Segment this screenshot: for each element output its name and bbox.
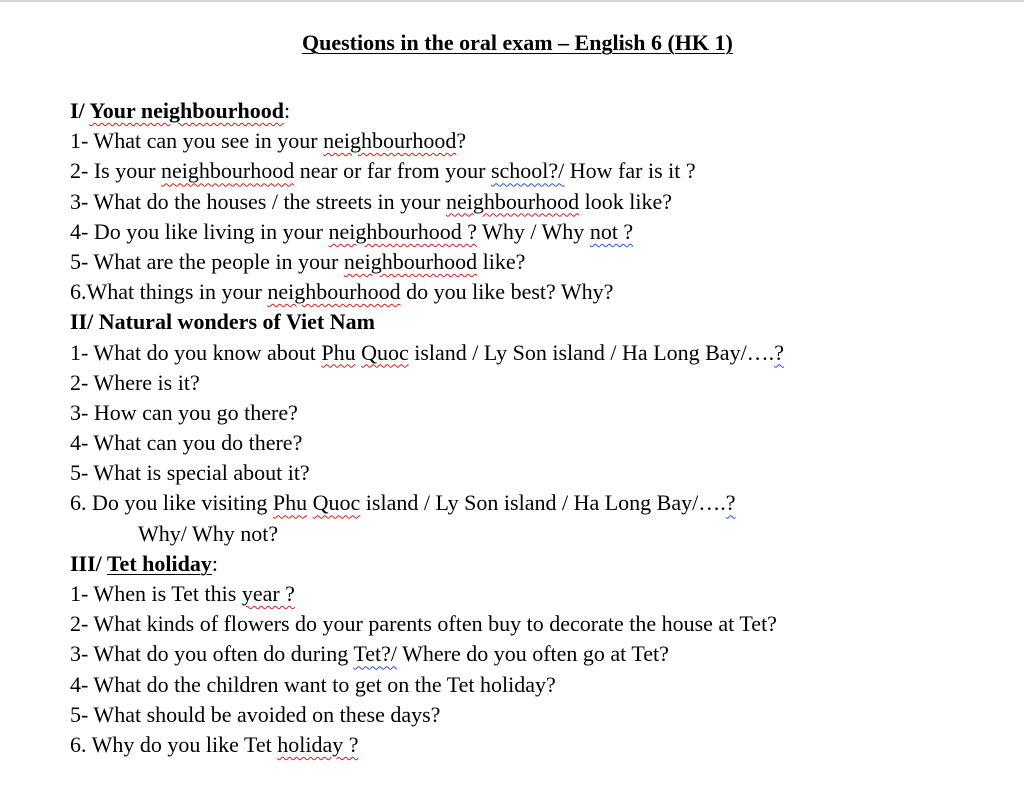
title-row (70, 30, 1010, 60)
spellcheck-word: neighbourhood ? (328, 218, 477, 244)
text-segment: 4- What can you do there? (70, 430, 303, 456)
page-top-border (0, 0, 1024, 2)
grammar-check-word: school?/ (490, 158, 565, 184)
text-segment: look like? (579, 188, 673, 214)
section-number: I/ (70, 98, 90, 123)
text-segment: 1- What do you know about (70, 339, 322, 365)
grammar-check-word: not ? (589, 218, 634, 244)
text-segment: island / Ly Son island / Ha Long Bay/…. (408, 339, 775, 365)
text-segment: 4- Do you like living in your (70, 218, 329, 244)
question-line (70, 156, 1010, 186)
section-topic: Your neighbourhood (89, 98, 284, 123)
section-heading-tet-holiday (70, 549, 1010, 579)
spellcheck-word: Quoc (361, 339, 409, 365)
question-line (70, 579, 1010, 609)
spellcheck-word: neighbourhood (267, 279, 401, 305)
spellcheck-word: neighbourhood (161, 158, 295, 184)
text-segment: 3- How can you go there? (70, 399, 298, 425)
spellcheck-word: Phu (272, 490, 308, 516)
section-colon: : (283, 98, 291, 123)
question-line (70, 247, 1010, 277)
question-line (70, 217, 1010, 247)
section-heading-neighbourhood (70, 96, 1010, 126)
question-line (70, 187, 1010, 217)
text-segment: Where do you often go at Tet? (396, 641, 669, 667)
question-line (70, 458, 1010, 488)
spellcheck-word: neighbourhood (343, 248, 478, 274)
text-segment: island / Ly Son island / Ha Long Bay/…. (360, 490, 726, 516)
text-segment: 2- Is your (70, 158, 162, 184)
section-number: III/ (70, 550, 107, 576)
text-segment: 1- What can you see in your (70, 128, 324, 154)
document-body (70, 30, 1010, 760)
spellcheck-word: neighbourhood (445, 188, 580, 214)
text-segment: near or far from your (294, 158, 491, 184)
text-segment: 5- What is special about it? (70, 460, 310, 486)
spellcheck-word: year ? (241, 581, 295, 606)
text-segment: 5- What should be avoided on these days? (70, 701, 441, 727)
text-segment: 2- What kinds of flowers do your parents often buy to decorate the house at Tet? (70, 611, 777, 637)
text-segment: Why / Why (476, 218, 590, 244)
question-line (70, 730, 1010, 760)
question-line (70, 368, 1010, 398)
text-segment: 1- When is Tet this (70, 581, 242, 606)
grammar-check-word: Tet?/ (353, 641, 397, 667)
text-segment: How far is it ? (564, 158, 696, 184)
text-segment: 6.What things in your (70, 279, 268, 305)
text-segment: ? (456, 128, 467, 154)
question-line (70, 277, 1010, 307)
text-segment: 6. Why do you like Tet (70, 731, 278, 757)
text-segment: 3- What do the houses / the streets in your (70, 188, 446, 214)
text-segment: like? (477, 248, 526, 274)
text-segment: 6. Do you like visiting (70, 490, 273, 516)
spellcheck-word: holiday ? (277, 731, 359, 757)
text-segment: 5- What are the people in your (70, 248, 344, 274)
text-segment: 4- What do the children want to get on the Tet holiday? (70, 671, 556, 697)
text-segment: do you like best? Why? (400, 279, 614, 305)
section-topic: Tet holiday (106, 550, 212, 576)
question-continuation (70, 519, 1010, 549)
question-line (70, 126, 1010, 156)
document-title: Questions in the oral exam – English 6 (HK 1) (302, 30, 733, 55)
question-line (70, 428, 1010, 458)
spellcheck-word: Phu (321, 339, 356, 365)
spellcheck-word: Quoc (312, 490, 361, 516)
question-line (70, 488, 1010, 518)
spellcheck-word: neighbourhood (323, 128, 457, 154)
question-line (70, 639, 1010, 669)
question-line (70, 338, 1010, 368)
question-line (70, 398, 1010, 428)
text-segment: Why/ Why not? (138, 520, 279, 546)
section-colon: : (211, 550, 218, 576)
text-segment: 2- Where is it? (70, 369, 200, 395)
grammar-check-word: ? (774, 339, 784, 365)
question-line (70, 670, 1010, 700)
text-segment: 3- What do you often do during (70, 641, 354, 667)
question-line (70, 609, 1010, 639)
grammar-check-word: ? (725, 490, 736, 516)
section-heading-natural-wonders: II/ Natural wonders of Viet Nam (70, 309, 375, 335)
question-line (70, 700, 1010, 730)
